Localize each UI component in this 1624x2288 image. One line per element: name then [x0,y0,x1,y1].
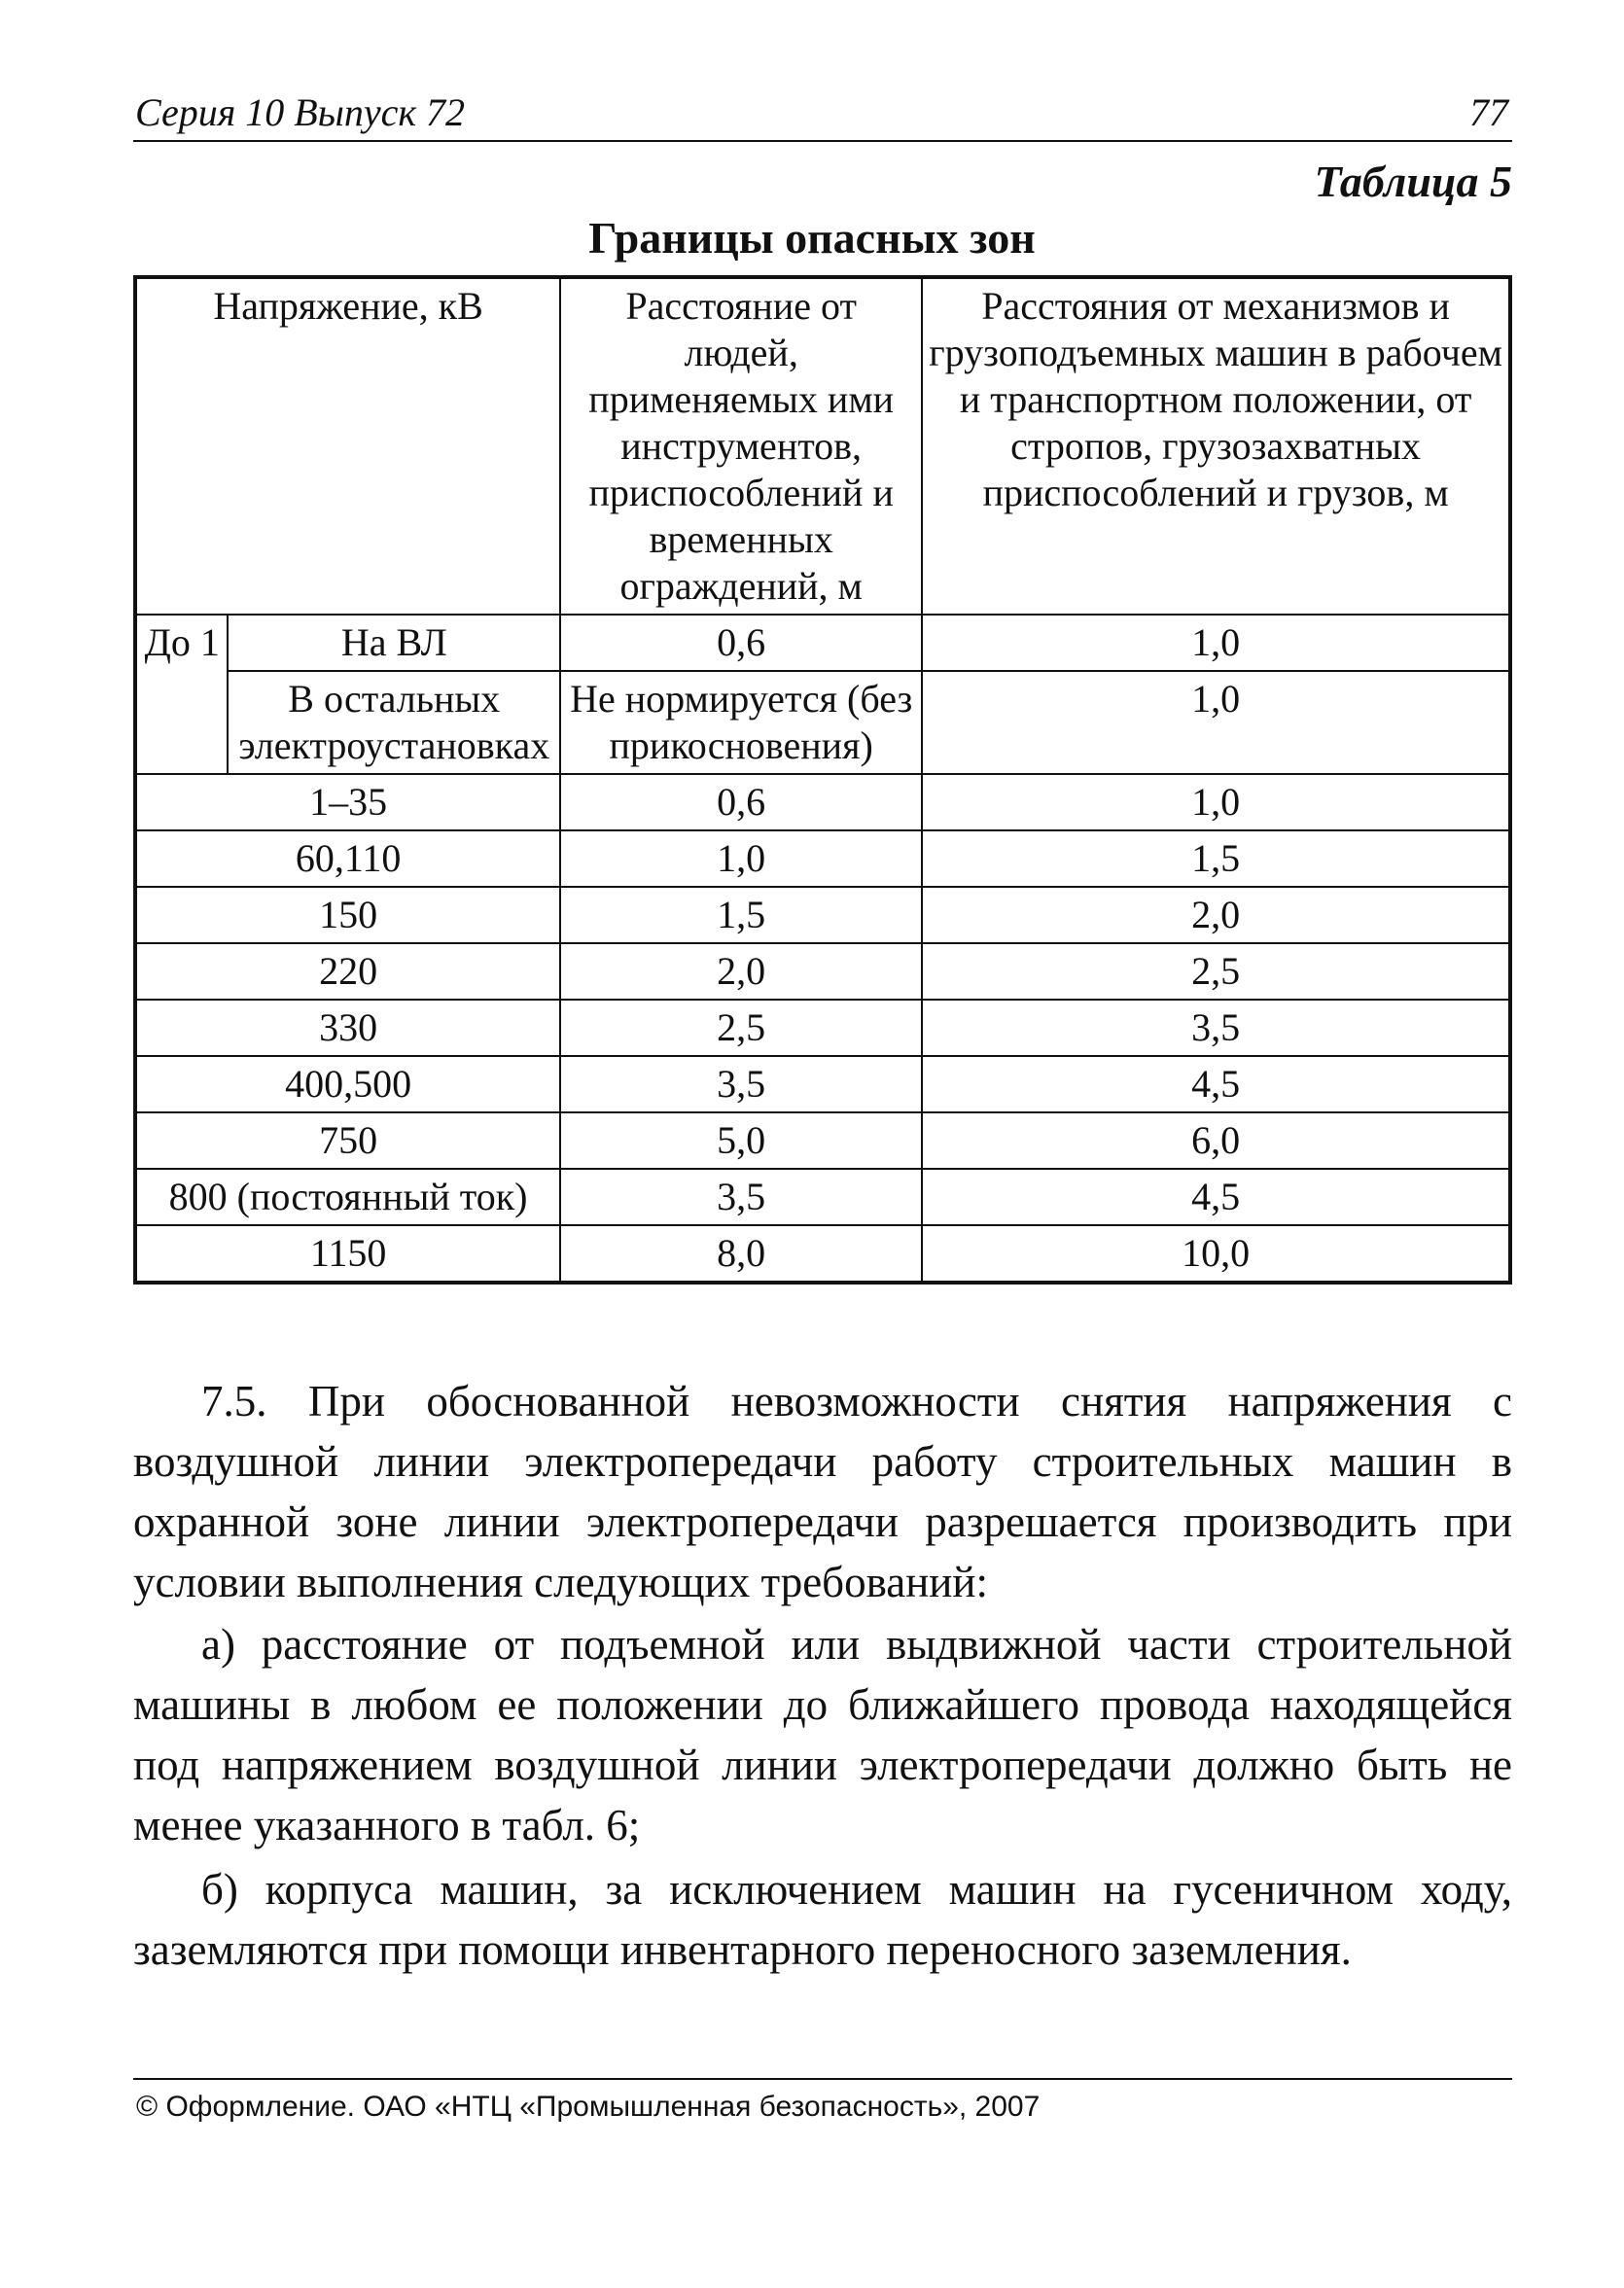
voltage-value: 1150 [135,1225,560,1283]
footer-divider [133,2078,1512,2080]
copyright-footer: © Оформление. ОАО «НТЦ «Промышленная безопасность», 2007 [136,2091,1041,2123]
machines-value: 1,0 [922,774,1510,830]
voltage-value: 60,110 [135,830,560,887]
people-value: 3,5 [560,1056,922,1112]
table-row [135,671,1510,774]
sub-row-label: На ВЛ [228,615,560,671]
people-value: 0,6 [560,615,922,671]
machines-value: 4,5 [922,1169,1510,1225]
table-title: Границы опасных зон [588,213,1036,263]
voltage-value: 220 [135,943,560,1000]
header-machines-distance: Расстояния от механизмов и грузоподъемных машин в рабочем и транспортном положении, от стропов, грузозахватных приспособлений и грузов, м [922,277,1510,615]
machines-value: 1,5 [922,830,1510,887]
people-value: 0,6 [560,774,922,830]
table-row [135,830,1510,887]
voltage-value: 750 [135,1112,560,1169]
people-value: Не нормируется (без прикосновения) [560,671,922,774]
voltage-value: 400,500 [135,1056,560,1112]
voltage-value: 1–35 [135,774,560,830]
sub-row-label: В остальных электроустановках [228,671,560,774]
table-row [135,774,1510,830]
table-row [135,943,1510,1000]
table-row [135,1056,1510,1112]
machines-value: 2,0 [922,887,1510,943]
machines-value: 2,5 [922,943,1510,1000]
table-row [135,1169,1510,1225]
people-value: 1,0 [560,830,922,887]
table-row [135,1000,1510,1056]
page-number: 77 [1469,90,1508,134]
paragraph-b: б) корпуса машин, за исключением машин на гусеничном ходу, заземляются при помощи инвентарного переносного заземления. [133,1865,1512,1974]
header-voltage: Напряжение, кВ [135,277,560,615]
table-row [135,1112,1510,1169]
voltage-value: 800 (постоянный ток) [135,1169,560,1225]
page-header [133,89,1512,142]
table-header-row [135,277,1510,615]
paragraph-7-5: 7.5. При обоснованной невозможности снятия напряжения с воздушной линии электропередачи работу строительных машин в охранной зоне линии электропередачи разрешается производить при условии выполнения следующих требований: [133,1377,1512,1606]
voltage-value: 150 [135,887,560,943]
paragraph-a: а) расстояние от подъемной или выдвижной части строительной машины в любом ее положении до ближайшего провода находящейся под напряжением воздушной линии электропередачи должно быть не менее указанного в табл. 6; [133,1620,1512,1849]
table-row [135,1225,1510,1283]
group-label-upto-1: До 1 [135,615,228,774]
machines-value: 1,0 [922,671,1510,774]
people-value: 3,5 [560,1169,922,1225]
machines-value: 3,5 [922,1000,1510,1056]
voltage-value: 330 [135,1000,560,1056]
people-value: 1,5 [560,887,922,943]
people-value: 5,0 [560,1112,922,1169]
table-number: Таблица 5 [1314,157,1512,206]
series-label: Серия 10 Выпуск 72 [135,90,466,134]
header-people-distance: Расстояние от людей, применяемых ими инструментов, приспособлений и временных ограждений, м [560,277,922,615]
machines-value: 1,0 [922,615,1510,671]
table-row [135,615,1510,671]
machines-value: 10,0 [922,1225,1510,1283]
people-value: 2,0 [560,943,922,1000]
machines-value: 4,5 [922,1056,1510,1112]
table-row [135,887,1510,943]
people-value: 8,0 [560,1225,922,1283]
people-value: 2,5 [560,1000,922,1056]
danger-zones-table [133,275,1512,1285]
machines-value: 6,0 [922,1112,1510,1169]
